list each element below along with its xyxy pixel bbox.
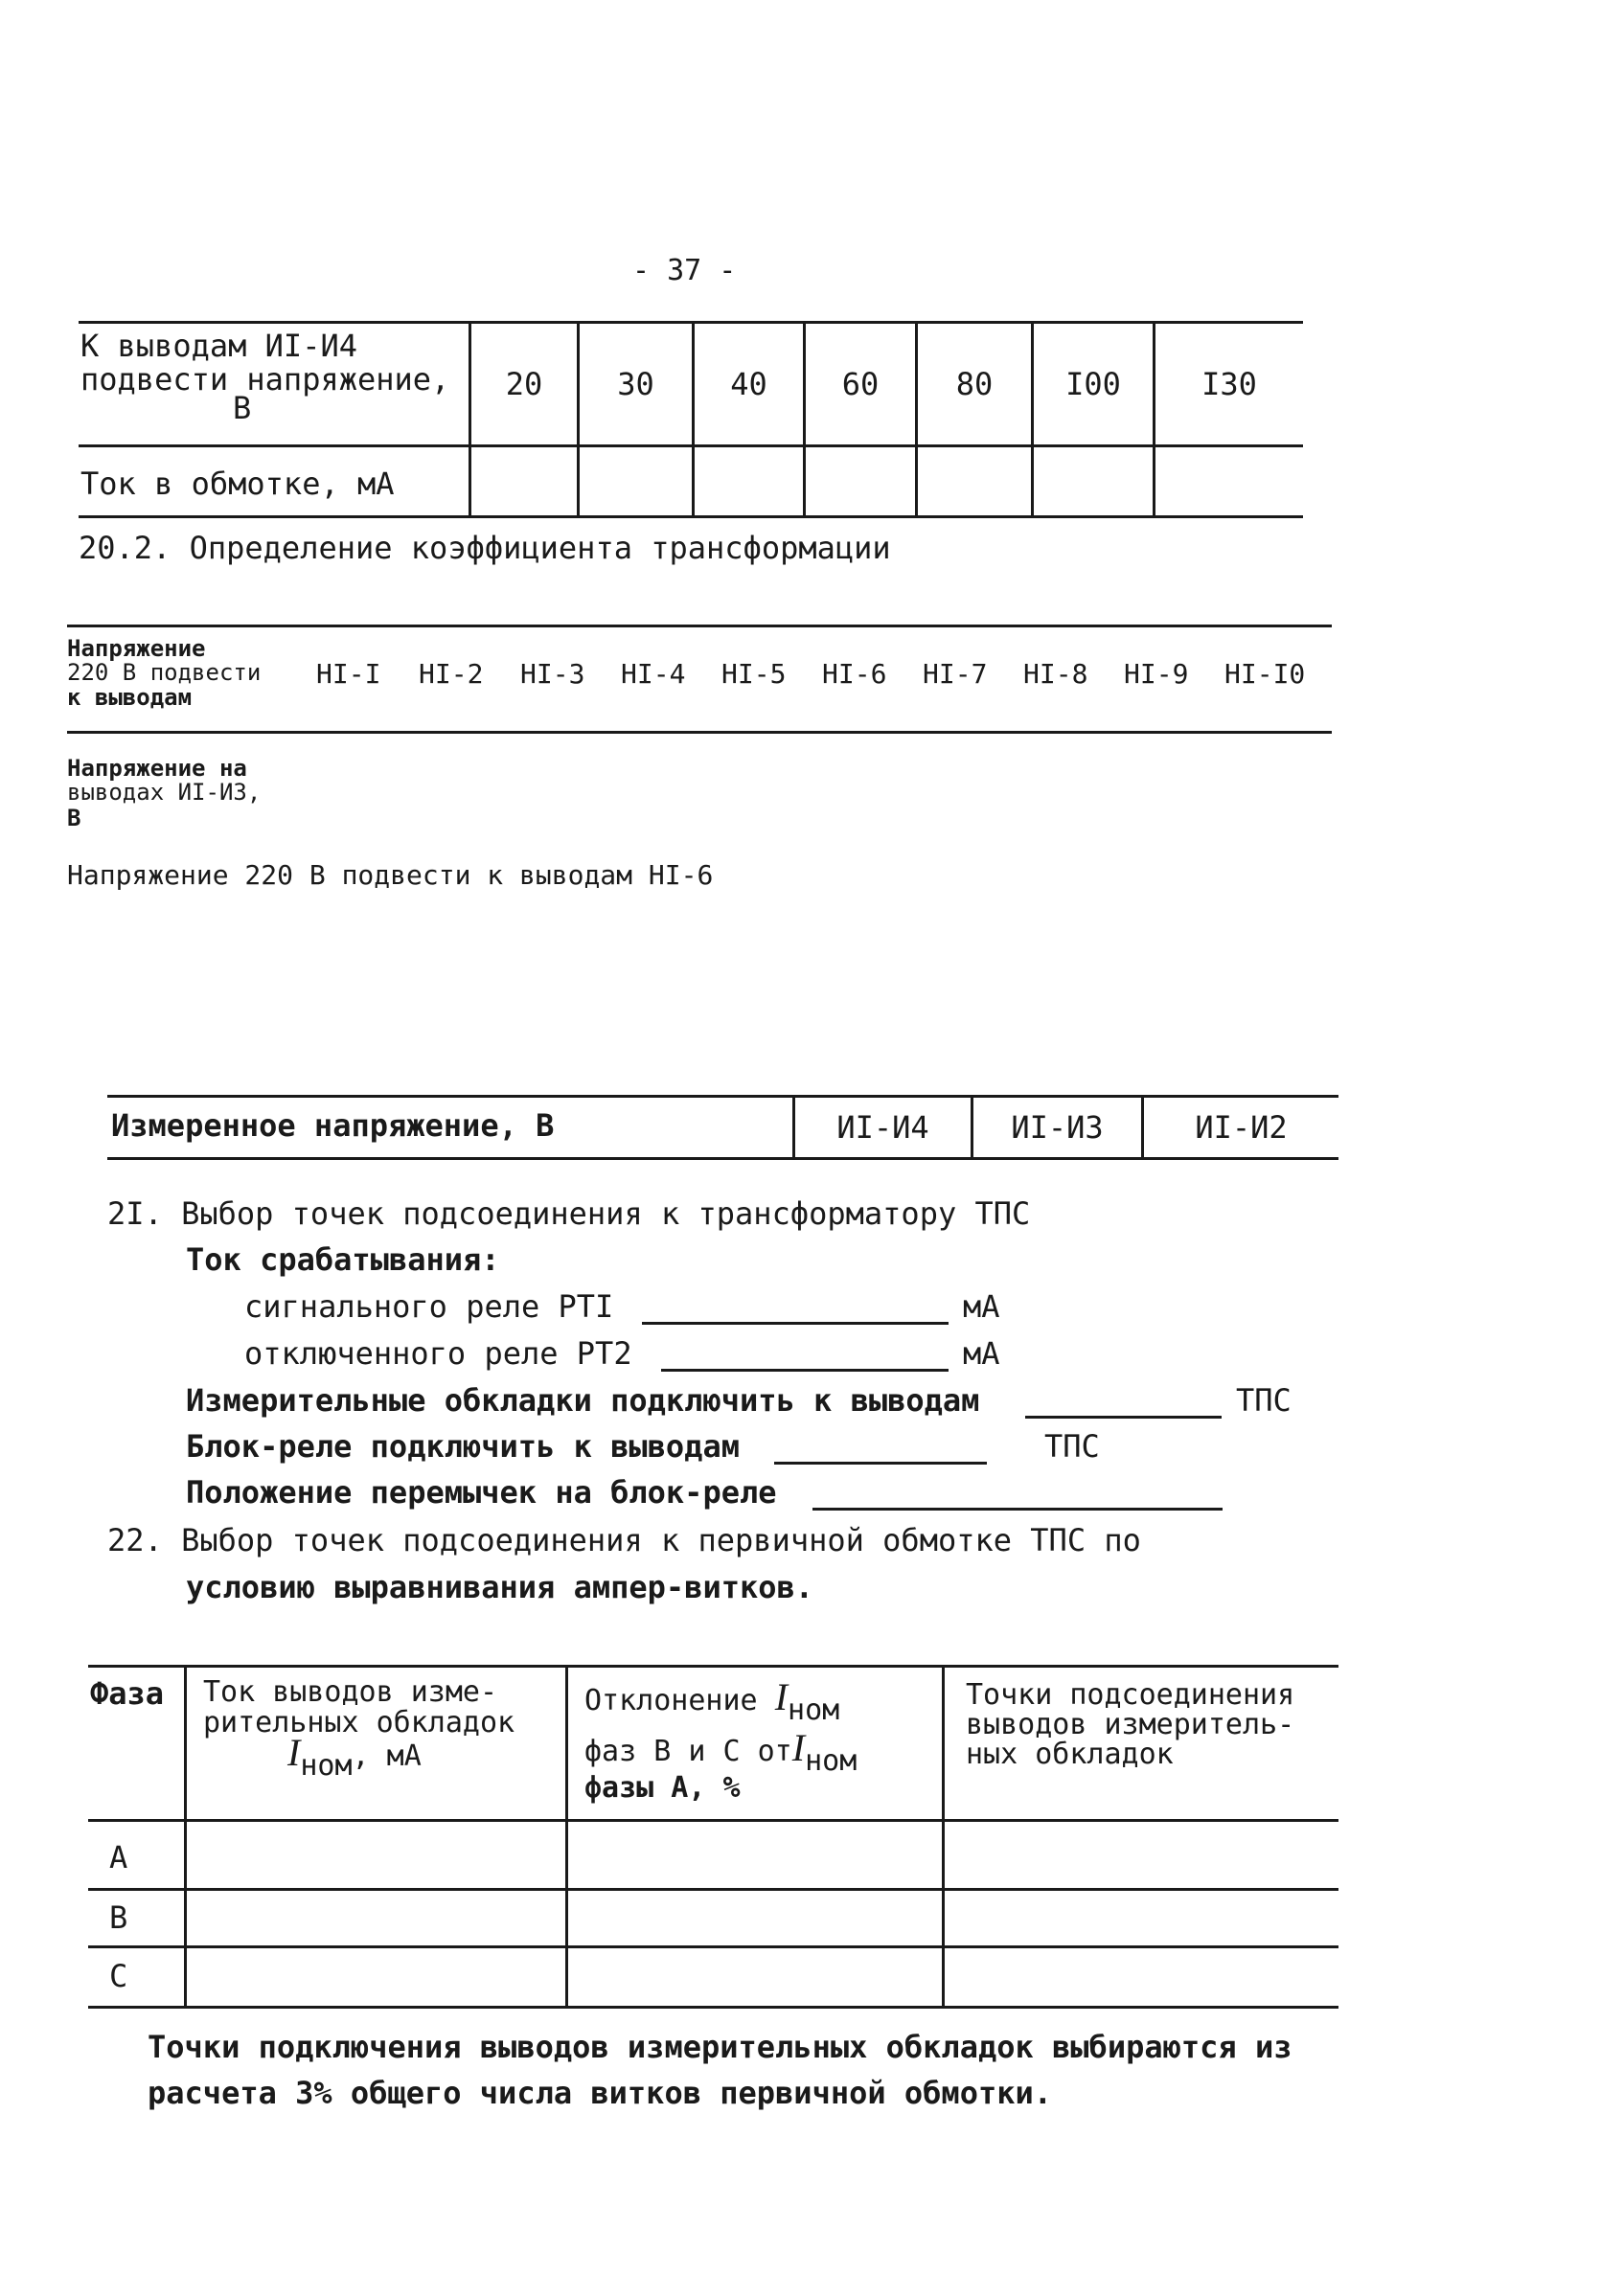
col-deviation-line2: фаз В и С отIном [584, 1726, 858, 1778]
table1-row2-label: Ток в обмотке, мА [80, 466, 395, 502]
jumpers-blank [812, 1508, 1223, 1511]
signal-relay-blank [642, 1322, 949, 1325]
table3-col: ИI-И2 [1195, 1109, 1288, 1146]
section-22-line1: 22. Выбор точек подсоединения к первичной обмотке ТПС по [107, 1522, 1141, 1558]
jumpers-label: Положение перемычек на блок-реле [186, 1474, 777, 1511]
trip-relay-label: отключенного реле РТ2 [244, 1335, 632, 1372]
table3-label: Измеренное напряжение, В [111, 1107, 555, 1144]
col-current-line2: рительных обкладок [203, 1706, 515, 1739]
col-deviation-line3: фазы А, % [584, 1771, 741, 1805]
section-20-2-heading: 20.2. Определение коэффициента трансформации [79, 530, 891, 566]
table2-row2-line1: Напряжение на [67, 755, 247, 782]
voltage-cell: 60 [841, 366, 880, 402]
phase-row-a: А [109, 1839, 128, 1875]
footer-note-line1: Точки подключения выводов измерительных обкладок выбираются из [148, 2029, 1292, 2065]
voltage-cell: I00 [1065, 366, 1121, 402]
table2-row2-line3: В [67, 805, 81, 831]
tap-label: НI-7 [923, 658, 988, 690]
tap-label: НI-4 [621, 658, 686, 690]
voltage-cell: 80 [955, 366, 994, 402]
block-relay-label: Блок-реле подключить к выводам [186, 1428, 740, 1465]
signal-relay-label: сигнального реле РТI [244, 1288, 614, 1325]
table2-row1-line2: 220 В подвести [67, 659, 262, 686]
tap-label: НI-8 [1023, 658, 1088, 690]
table2-row1-line1: Напряжение [67, 635, 206, 662]
tap-label: НI-I0 [1224, 658, 1306, 690]
footer-note-line2: расчета 3% общего числа витков первичной обмотки. [148, 2075, 1053, 2111]
tap-label: НI-2 [419, 658, 484, 690]
note-h1-6: Напряжение 220 В подвести к выводам НI-6 [67, 859, 714, 891]
unit-ma: мА [963, 1335, 1000, 1372]
col-current-line3: Iном, мА [287, 1731, 422, 1783]
trip-current-label: Ток срабатывания: [186, 1241, 500, 1278]
table1-label-line1: К выводам ИI-И4 [80, 328, 357, 364]
table2-row2-line2: выводах ИI-И3, [67, 779, 262, 806]
col-current-line1: Ток выводов изме- [203, 1675, 498, 1709]
tap-label: НI-3 [520, 658, 585, 690]
phase-row-c: С [109, 1958, 128, 1994]
section-22-line2: условию выравнивания ампер-витков. [186, 1569, 814, 1605]
col-phase-header: Фаза [90, 1675, 165, 1712]
col-points-line3: ных обкладок [966, 1738, 1174, 1771]
table3-col: ИI-И3 [1011, 1109, 1104, 1146]
plates-label: Измерительные обкладки подключить к выводам [186, 1382, 980, 1419]
phase-row-b: В [109, 1899, 128, 1936]
tps-label: ТПС [1236, 1382, 1292, 1419]
tap-label: НI-I [316, 658, 381, 690]
tap-label: НI-5 [721, 658, 787, 690]
col-points-line2: выводов измеритель- [966, 1708, 1295, 1741]
block-relay-blank [774, 1462, 987, 1465]
col-deviation-line1: Отклонение Iном [584, 1675, 840, 1727]
table2-row1-line3: к выводам [67, 684, 193, 711]
tap-label: НI-6 [822, 658, 887, 690]
trip-relay-blank [661, 1369, 949, 1372]
page-number: - 37 - [632, 254, 737, 287]
voltage-cell: I30 [1201, 366, 1257, 402]
unit-ma: мА [963, 1288, 1000, 1325]
section-21-title: 2I. Выбор точек подсоединения к трансформатору ТПС [107, 1195, 1031, 1232]
table1-label-line2: подвести напряжение, [80, 361, 450, 398]
table1-label-line3: В [233, 390, 252, 426]
voltage-cell: 40 [730, 366, 767, 402]
voltage-cell: 30 [617, 366, 654, 402]
tap-label: НI-9 [1124, 658, 1189, 690]
plates-blank [1025, 1416, 1222, 1419]
voltage-cell: 20 [505, 366, 543, 402]
col-points-line1: Точки подсоединения [966, 1678, 1295, 1712]
table3-col: ИI-И4 [836, 1109, 929, 1146]
tps-label: ТПС [1044, 1428, 1100, 1465]
